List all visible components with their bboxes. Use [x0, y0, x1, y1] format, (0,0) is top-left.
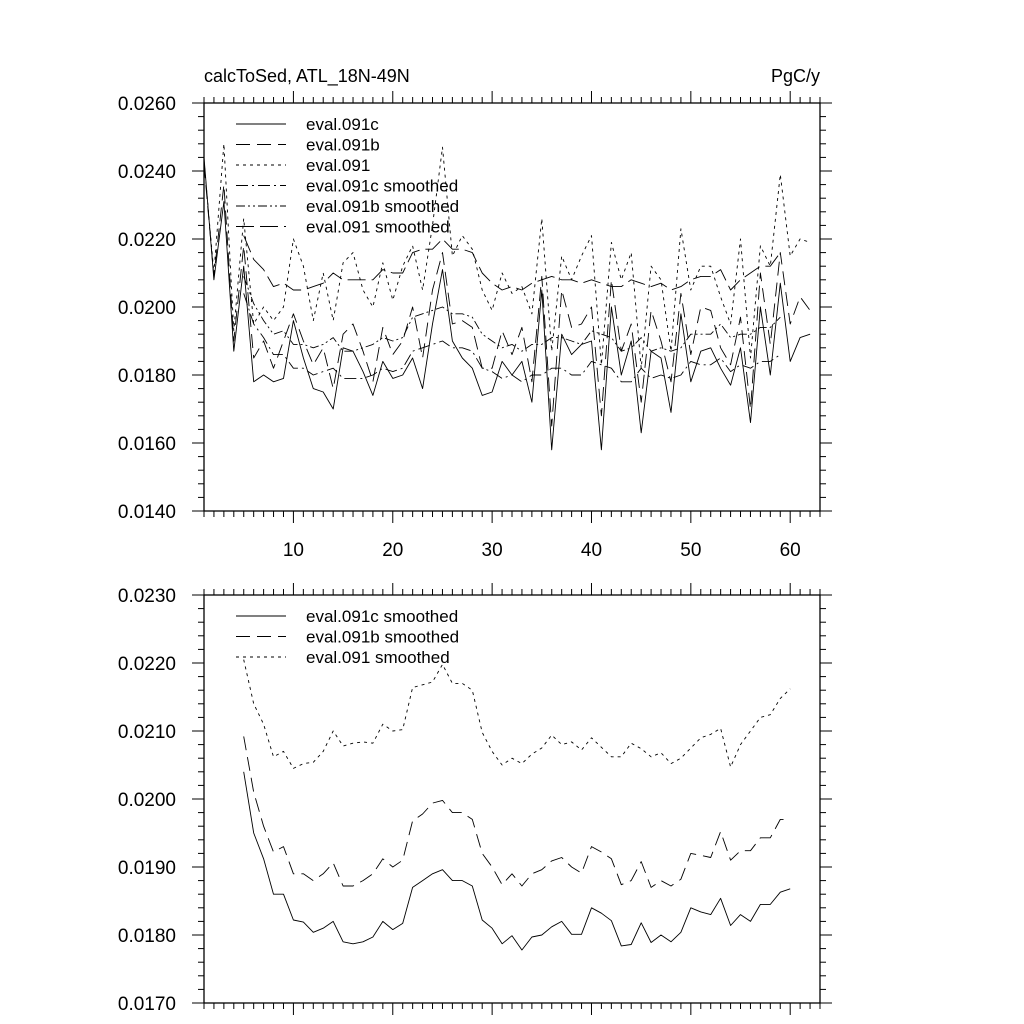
legend-entry: eval.091 smoothed — [306, 648, 450, 667]
legend-entry: eval.091c smoothed — [306, 176, 459, 196]
y-tick-label: 0.0170 — [117, 994, 176, 1015]
y-tick-label: 0.0180 — [117, 366, 176, 387]
y-tick-label: 0.0200 — [117, 790, 176, 811]
y-tick-label: 0.0260 — [117, 94, 176, 115]
y-tick-label: 0.0190 — [117, 858, 176, 879]
y-tick-label: 0.0160 — [117, 434, 176, 455]
legend-entry: eval.091 smoothed — [306, 217, 450, 237]
y-tick-label: 0.0180 — [117, 926, 176, 947]
x-tick-label: 20 — [382, 540, 404, 561]
y-tick-label: 0.0210 — [117, 722, 176, 743]
y-tick-label: 0.0140 — [117, 502, 176, 523]
chart-units: PgC/y — [770, 66, 820, 86]
x-tick-label: 10 — [282, 540, 304, 561]
x-tick-label: 40 — [580, 540, 603, 561]
legend-entry: eval.091b smoothed — [306, 197, 460, 216]
legend-entry: eval.091c smoothed — [306, 607, 459, 626]
x-tick-label: 50 — [680, 540, 702, 561]
y-tick-label: 0.0220 — [117, 230, 176, 251]
chart-title: calcToSed, ATL_18N-49N — [204, 66, 410, 86]
legend-entry: eval.091b smoothed — [306, 627, 460, 647]
y-tick-label: 0.0200 — [117, 298, 176, 319]
legend-entry: eval.091c — [306, 115, 379, 134]
x-tick-label: 60 — [779, 540, 801, 561]
legend-entry: eval.091 — [306, 156, 371, 175]
y-tick-label: 0.0240 — [117, 162, 176, 183]
y-tick-label: 0.0230 — [117, 586, 176, 607]
legend-entry: eval.091b — [306, 135, 380, 155]
y-tick-label: 0.0220 — [117, 654, 176, 675]
x-tick-label: 30 — [481, 540, 503, 561]
